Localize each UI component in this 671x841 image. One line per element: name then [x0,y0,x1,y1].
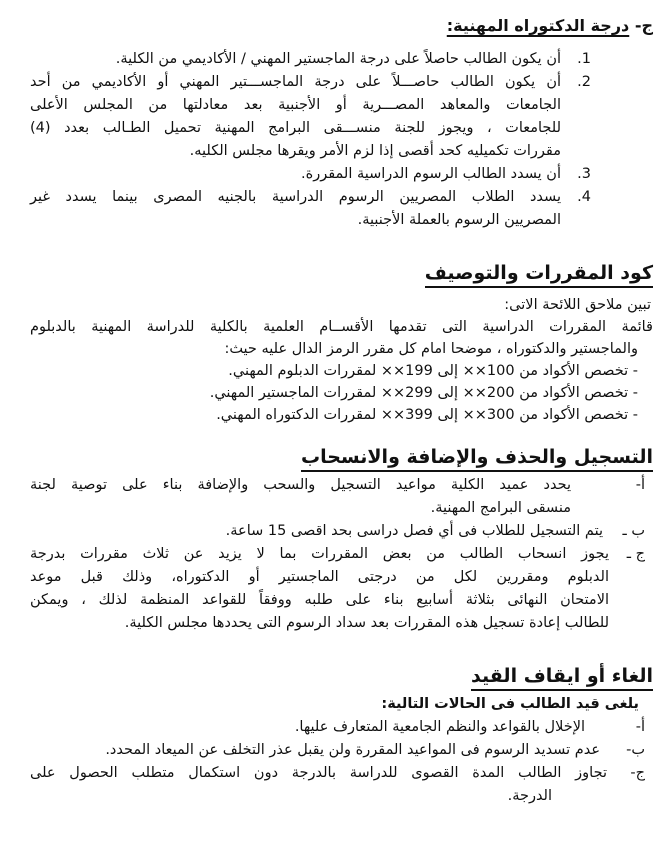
text-line: قائمة المقررات الدراسية التى تقدمها الأقســام العلمية بالكلية للدراسة المهنية بالدبلوم [30,319,653,335]
text-line: يجوز انسحاب الطالب من بعض المقررات بما لا يزيد عن ثلاث مقررات بدرجة [30,546,609,562]
item-number: 4. [577,189,591,205]
bullet-line-doctorate-codes: - تخصص الأكواد من 300×× إلى 399×× لمقررات الدكتوراه المهني. [216,407,638,423]
numbered-item-3 [30,163,591,186]
text-line: أن يكون الطالب حاصـــلاً على درجة الماجســـتير المهني أو الأكاديمي من أحد [30,74,561,90]
numbered-item-4 [30,186,591,232]
cancellation-cases-list [30,716,645,808]
text-line: عدم تسديد الرسوم فى المواعيد المقررة ولن يقبل عذر التخلف عن الميعاد المحدد. [105,742,600,758]
text-line: المصريين الرسوم بالعملة الأجنبية. [357,212,561,228]
doctorate-conditions-list [30,48,591,232]
text-line: تبين ملاحق اللائحة الاتى: [504,297,651,313]
numbered-item-1 [30,48,591,71]
lettered-item-b [30,739,645,762]
bullet-line-masters-codes: - تخصص الأكواد من 200×× إلى 299×× لمقررات الماجستير المهني. [209,385,638,401]
cancellation-intro-line: يلغى قيد الطالب فى الحالات التالية: [381,696,639,712]
item-number: 3. [577,166,591,182]
lettered-item-a [30,474,645,520]
text-line: مقررات تكميليه كحد أقصى إذا لزم الأمر ويقرها مجلس الكليه. [189,143,561,159]
text-line: منسقى البرامج المهنية. [430,500,571,516]
item-letter: أ- [635,719,645,735]
text-line: أن يسدد الطالب الرسوم الدراسية المقررة. [300,166,561,182]
text-line: الامتحان النهائى بثلاثة أسابيع بناء على طلبه ووفقاً للقواعد المنظمة لذلك ، ويمكن [30,592,609,608]
text-line: والماجستير والدكتوراه ، موضحا امام كل مقرر الرمز الدال عليه حيث: [224,341,638,357]
lettered-item-j [30,543,645,635]
heading-registration-withdrawal [30,442,653,472]
text-line: الدبلوم ومقررين لكل من درجتى الماجستير أو الدكتوراه، وذلك قبل موعد [30,569,609,585]
text-line: الدرجة. [507,788,552,804]
lettered-item-b [30,520,645,543]
lettered-item-j [30,762,645,808]
heading-underlined-text: كود المقررات والتوصيف [425,261,653,288]
text-line: تجاوز الطالب المدة القصوى للدراسة بالدرجة دون استكمال متطلب الحصول على [30,765,607,781]
item-letter: ب- [626,742,645,758]
text-line: الإخلال بالقواعد والنظم الجامعية المتعارف عليها. [294,719,585,735]
text-line: أن يكون الطالب حاصلاً على درجة الماجستير المهني / الأكاديمي من الكلية. [115,51,561,67]
item-number: 1. [577,51,591,67]
lettered-item-a [30,716,645,739]
text-line: للجامعات ، ويجوز للجنة منســـقى البرامج المهنية تحميل الطـالب بعدد (4) [30,120,561,136]
heading-enrollment-cancellation [30,661,653,691]
bullet-line-diploma-codes: - تخصص الأكواد من 100×× إلى 199×× لمقررات الدبلوم المهني. [228,363,638,379]
item-letter: ب ـ [622,523,645,539]
heading-professional-doctorate-degree [30,14,653,38]
item-letter: ج ـ [626,546,645,562]
heading-underlined-text: التسجيل والحذف والإضافة والانسحاب [301,445,653,472]
item-letter: ج- [630,765,645,781]
text-line: الجامعات والمعاهد المصـــرية أو الأجنبية بعد معادلتها من المجلس الأعلى [30,97,561,113]
heading-course-codes [30,258,653,288]
registration-rules-list [30,474,645,635]
text-line: يسدد الطلاب المصريين الرسوم الدراسية بالجنيه المصرى بينما يسدد غير [30,189,561,205]
heading-underlined-text: الغاء أو ايقاف القيد [471,664,653,691]
numbered-item-2 [30,71,591,163]
heading-prefix: ج- [629,16,653,35]
text-line: يتم التسجيل للطلاب فى أي فصل دراسى بحد اقصى 15 ساعة. [225,523,603,539]
text-line: للطالب إعادة تسجيل هذه المقررات بعد سداد الرسوم التى يحددها مجلس الكلية. [124,615,609,631]
heading-underlined-text: درجة الدكتوراه المهنية: [446,16,630,35]
text-line: يحدد عميد الكلية مواعيد التسجيل والسحب والإضافة بناء على توصية لجنة [30,477,571,493]
item-letter: أ- [635,477,645,493]
item-number: 2. [577,74,591,90]
